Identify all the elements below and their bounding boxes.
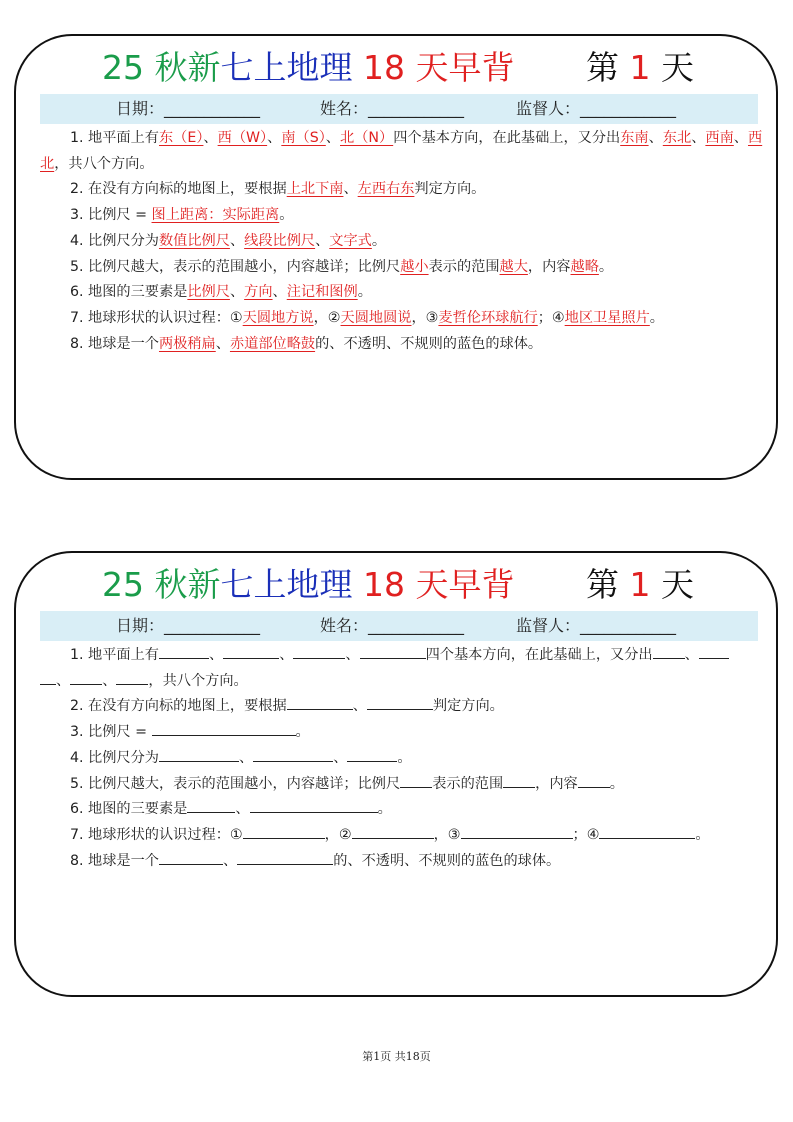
name-field[interactable]: 姓名：____________ (320, 616, 465, 635)
blank-field[interactable] (352, 824, 434, 839)
info-bar (40, 94, 758, 124)
blank-item-1-cont: 、 、 ，共八个方向。 (40, 669, 764, 695)
blank-field[interactable] (237, 850, 333, 865)
blank-field[interactable] (243, 824, 325, 839)
title-day: 第 1 天 (586, 565, 694, 604)
blank-field[interactable] (699, 644, 729, 659)
blank-item-1: 1. 地平面上有 、 、 、 四个基本方向，在此基础上，又分出 、 (40, 643, 764, 669)
blank-field[interactable] (287, 695, 353, 710)
answer-item-1: 1. 地平面上有东（E）、西（W）、南（S）、北（N）四个基本方向，在此基础上，又分出东南、东北、西南、西北，共八个方向。 (40, 130, 763, 172)
blank-field[interactable] (360, 644, 426, 659)
blank-field[interactable] (578, 773, 610, 788)
blank-item-3: 3. 比例尺 = 。 (40, 720, 764, 746)
blank-field[interactable] (250, 798, 378, 813)
blank-item-4: 4. 比例尺分为 、 、 。 (40, 746, 764, 772)
blank-field[interactable] (223, 644, 279, 659)
title-day: 第 1 天 (586, 48, 694, 87)
supervisor-field[interactable]: 监督人：____________ (516, 616, 677, 635)
blank-field[interactable] (159, 747, 239, 762)
blank-item-7: 7. 地球形状的认识过程：① ，② ，③ ；④ 。 (40, 823, 764, 849)
blank-field[interactable] (367, 695, 433, 710)
answer-item-3: 3. 比例尺 = 图上距离：实际距离。 (70, 207, 294, 224)
blank-field[interactable] (293, 644, 345, 659)
answer-item-4: 4. 比例尺分为数值比例尺、线段比例尺、文字式。 (70, 232, 387, 249)
blank-item-5: 5. 比例尺越大，表示的范围越小，内容越详；比例尺 表示的范围 ，内容 。 (40, 772, 764, 798)
blank-field[interactable] (347, 747, 397, 762)
date-field[interactable]: 日期：____________ (116, 99, 261, 118)
blank-field[interactable] (187, 798, 235, 813)
answer-card (14, 34, 778, 480)
blank-field[interactable] (40, 670, 56, 685)
blank-field[interactable] (116, 670, 148, 685)
answer-item-5: 5. 比例尺越大，表示的范围越小，内容越详；比例尺越小表示的范围越大，内容越略。 (70, 258, 614, 275)
practice-card (14, 551, 778, 997)
blank-list (40, 643, 764, 874)
page-footer: 第1页 共18页 (362, 1050, 431, 1063)
blank-item-6: 6. 地图的三要素是 、 。 (40, 797, 764, 823)
blank-field[interactable] (461, 824, 573, 839)
blank-field[interactable] (253, 747, 333, 762)
blank-field[interactable] (400, 773, 432, 788)
blank-item-8: 8. 地球是一个 、 的、不透明、不规则的蓝色的球体。 (40, 849, 764, 875)
blank-field[interactable] (159, 850, 223, 865)
name-field[interactable]: 姓名：____________ (320, 99, 465, 118)
card-title (16, 559, 776, 611)
answer-item-8: 8. 地球是一个两极稍扁、赤道部位略鼓的、不透明、不规则的蓝色的球体。 (70, 335, 543, 352)
blank-field[interactable] (152, 721, 296, 736)
answer-item-6: 6. 地图的三要素是比例尺、方向、注记和图例。 (70, 284, 372, 301)
card-title (16, 42, 776, 94)
blank-field[interactable] (70, 670, 102, 685)
title-main: 25 秋新七上地理 18 天早背 (102, 565, 515, 604)
info-bar (40, 611, 758, 641)
blank-field[interactable] (599, 824, 695, 839)
date-field[interactable]: 日期：____________ (116, 616, 261, 635)
title-main: 25 秋新七上地理 18 天早背 (102, 48, 515, 87)
blank-field[interactable] (159, 644, 209, 659)
blank-field[interactable] (653, 644, 685, 659)
blank-item-2: 2. 在没有方向标的地图上，要根据 、 判定方向。 (40, 694, 764, 720)
answer-list (40, 126, 764, 357)
answer-item-2: 2. 在没有方向标的地图上，要根据上北下南、左西右东判定方向。 (70, 181, 486, 198)
blank-field[interactable] (503, 773, 535, 788)
supervisor-field[interactable]: 监督人：____________ (516, 99, 677, 118)
answer-item-7: 7. 地球形状的认识过程：①天圆地方说，②天圆地圆说，③麦哲伦环球航行；④地区卫星照片。 (70, 309, 664, 326)
